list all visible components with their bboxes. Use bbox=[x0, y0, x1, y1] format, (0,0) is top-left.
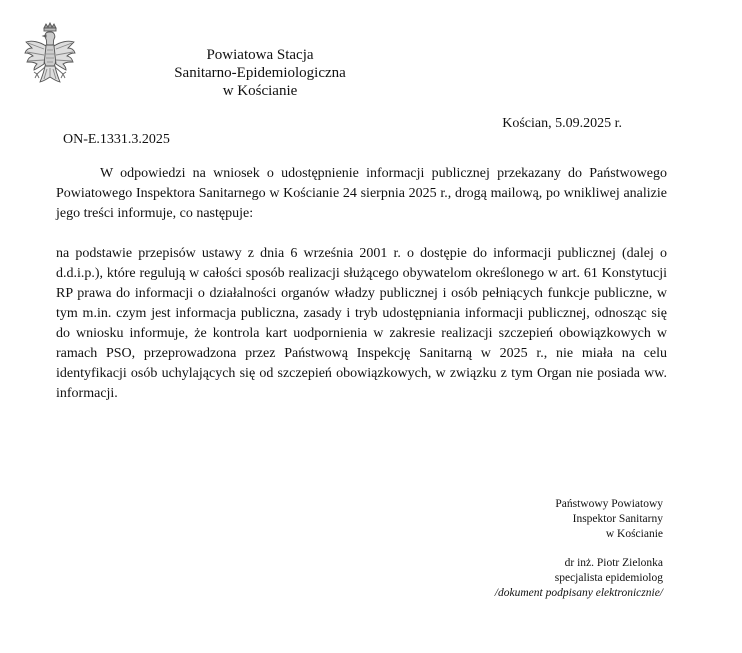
institution-line-2: Sanitarno-Epidemiologiczna bbox=[174, 65, 346, 81]
signature-office-line-3: w Kościanie bbox=[605, 528, 663, 540]
polish-eagle-emblem-icon bbox=[22, 22, 78, 94]
signatory-name: dr inż. Piotr Zielonka bbox=[564, 557, 663, 569]
signature-spacer bbox=[495, 542, 663, 556]
electronic-signature-note: /dokument podpisany elektronicznie/ bbox=[494, 587, 663, 599]
institution-name bbox=[140, 46, 380, 100]
signature-office-line-2: Inspektor Sanitarny bbox=[572, 513, 663, 525]
institution-line-1: Powiatowa Stacja bbox=[206, 47, 314, 63]
signatory-title: specjalista epidemiolog bbox=[554, 572, 663, 584]
place-and-date: Kościan, 5.09.2025 r. bbox=[502, 116, 622, 131]
intro-paragraph: W odpowiedzi na wniosek o udostępnienie informacji publicznej przekazany do Państwowego Powiatowego Inspektora Sanitarnego w Kościanie 24 sierpnia 2025 r., drogą mailową, po wnikliwej analizie jego treści informuje, co następuje: bbox=[56, 166, 667, 221]
case-number: ON-E.1331.3.2025 bbox=[63, 132, 170, 147]
institution-line-3: w Kościanie bbox=[222, 83, 298, 99]
body-paragraph: na podstawie przepisów ustawy z dnia 6 września 2001 r. o dostępie do informacji publicznej (dalej o d.d.i.p.), które regulują w całości sposób realizacji służącego obywatelom określonego w art. 61 Konstytucji RP prawa do informacji o działalności organów władzy publicznej i osób pełniących funkcje publiczne, w tym m.in. czym jest informacja publiczna, zasady i tryb udostępniania informacji publicznej, odnosząc się do wniosku informuje, że kontrola kart uodpornienia w zakresie realizacji szczepień obowiązkowych w ramach PSO, przeprowadzona przez Państwową Inspekcję Sanitarną w 2025 r., nie miała na celu identyfikacji osób uchylających się od szczepień obowiązkowych, w związku z tym Organ nie posiada ww. informacji. bbox=[56, 246, 667, 401]
signature-office-line-1: Państwowy Powiatowy bbox=[555, 498, 663, 510]
signature-block bbox=[495, 497, 663, 601]
